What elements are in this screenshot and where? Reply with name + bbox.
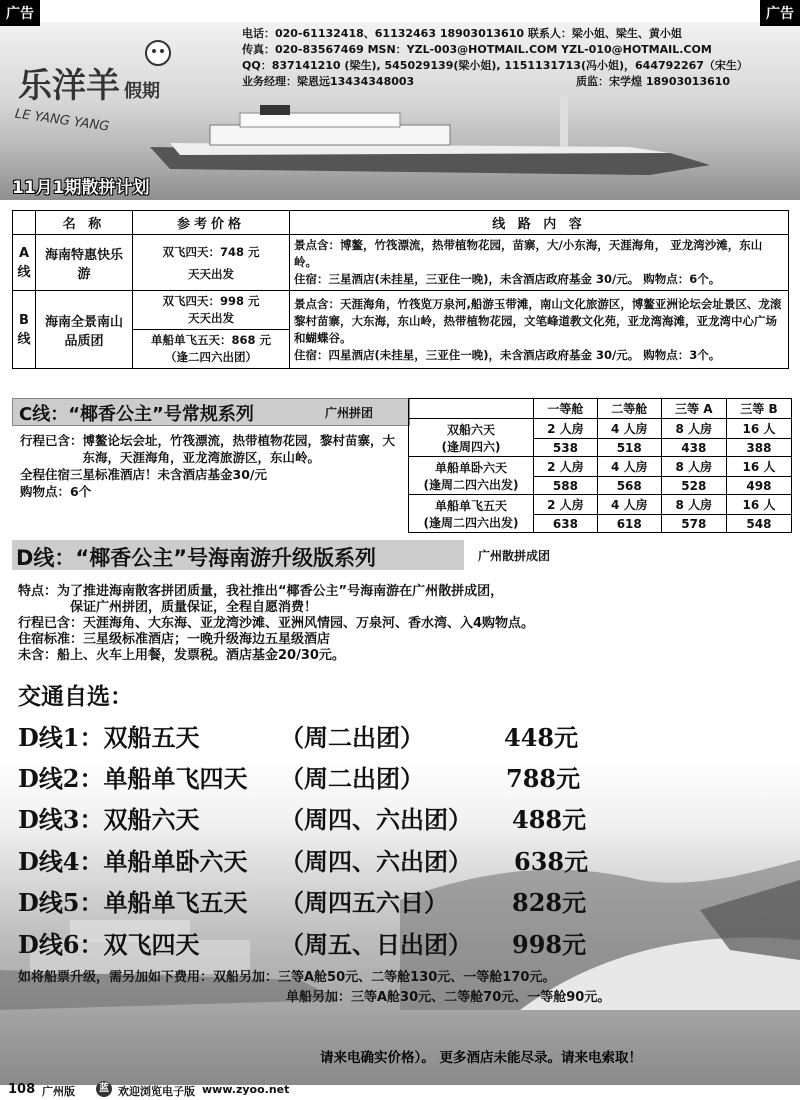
- row-label-note: (逢周四六): [441, 439, 501, 454]
- page-footer: [0, 1078, 800, 1100]
- line-code: A线: [13, 235, 36, 291]
- ad-tag-right: 广告: [760, 0, 800, 26]
- row-label-main: 单船单飞五天: [434, 498, 507, 513]
- room-cell: 8 人房: [661, 457, 726, 477]
- contact-phone: 电话：020-61132418、61132463 18903013610 联系人：梁小姐、梁生、黄小姐: [242, 27, 682, 40]
- route-price: 788元: [506, 764, 581, 793]
- room-cell: 2 人房: [534, 419, 598, 439]
- price-note: 天天出发: [188, 266, 234, 281]
- section-c-stay: 全程住宿三星标准酒店！未含酒店基金30/元: [20, 467, 267, 482]
- room-cell: 2 人房: [534, 495, 598, 515]
- room-cell: 2 人房: [534, 457, 598, 477]
- route-stay: 住宿：三星酒店(未挂星，三亚住一晚)，未含酒店政府基金 30/元。 购物点：6个。: [294, 272, 721, 286]
- edition-label: 广州版: [42, 1085, 75, 1098]
- route-price: 828元: [512, 888, 587, 917]
- header-code: [13, 211, 36, 235]
- section-d-subtitle: 广州散拼成团: [478, 549, 551, 563]
- table-row: [13, 235, 789, 291]
- row-label: [409, 457, 534, 495]
- line-name: 海南特惠快乐游: [36, 235, 133, 291]
- price-cell: 438: [661, 439, 726, 457]
- table-row: [409, 457, 792, 477]
- line-code: B线: [13, 291, 36, 369]
- price-cell: 618: [597, 515, 661, 533]
- route-price: 448元: [504, 723, 579, 752]
- feature-line-2: 保证广州拼团，质量保证，全程自愿消费！: [70, 600, 318, 615]
- quality-supervisor: 质监：宋学煌 18903013610: [576, 75, 731, 88]
- section-c-subtitle: 广州拼团: [325, 406, 374, 420]
- route-stay: 住宿：四星酒店(未挂星，三亚住一晚)，未含酒店政府基金 30/元。 购物点：3个。: [294, 347, 721, 362]
- price-cell: 578: [661, 515, 726, 533]
- page-number: 108: [8, 1082, 36, 1097]
- price-cell: 498: [726, 477, 791, 495]
- price-cell: 538: [534, 439, 598, 457]
- room-cell: 16 人: [726, 495, 791, 515]
- line-price: [133, 235, 290, 291]
- price-cell: 548: [726, 515, 791, 533]
- itinerary-text: 博鳌论坛会址，竹筏漂流，热带植物花园，黎村苗寨，大东海，天涯海角，亚龙湾旅游区，东山岭。: [82, 433, 396, 465]
- row-label-main: 单船单卧六天: [434, 460, 507, 475]
- itinerary-label: 行程已含：: [20, 433, 83, 448]
- plan-title: 11月1期散拼计划: [12, 178, 150, 198]
- cabin-price-table: [408, 398, 792, 533]
- route-name: D线3：双船六天: [18, 805, 200, 834]
- footer-slogan: 欢迎浏览电子版: [118, 1085, 195, 1098]
- section-c-title-bar: [12, 398, 410, 426]
- line-name: 海南全景南山品质团: [36, 291, 133, 369]
- price-cell: 518: [597, 439, 661, 457]
- row-label: [409, 419, 534, 457]
- route-days: （周二出团）: [280, 764, 424, 793]
- section-c-body: [20, 432, 400, 500]
- route-days: （周二出团）: [280, 723, 424, 752]
- feature-line-1: 特点：为了推进海南散客拼团质量，我社推出“椰香公主”号海南游在广州散拼成团，: [18, 584, 504, 599]
- route-table: [12, 210, 789, 369]
- section-d-stay: 住宿标准：三星级标准酒店；一晚升级海边五星级酒店: [18, 632, 331, 647]
- header-cell: 二等舱: [597, 399, 661, 419]
- price-cell: 568: [597, 477, 661, 495]
- contact-qq: QQ：837141210 (梁生), 545029139(梁小姐), 1151131713(冯小姐)，644792267（宋生）: [242, 59, 748, 72]
- price-main: 双飞四天：748 元: [162, 244, 260, 259]
- section-c-shopping: 购物点：6个: [20, 484, 92, 499]
- brand-logo: [8, 35, 208, 145]
- line-route: [290, 291, 789, 369]
- upgrade-fees: [18, 968, 610, 1008]
- table-row: [409, 419, 792, 439]
- svg-text:乐洋羊: 乐洋羊: [18, 66, 120, 106]
- route-price: 488元: [512, 805, 587, 834]
- price-table-header: [409, 399, 792, 419]
- contact-manager: [242, 74, 748, 90]
- section-d-body: [18, 584, 788, 664]
- row-label-note: (逢周二四六出发): [423, 477, 519, 492]
- contact-fax: 传真：020-83567469 MSN：YZL-003@HOTMAIL.COM YZL-010@HOTMAIL.COM: [242, 43, 712, 56]
- route-name: D线2：单船单飞四天: [18, 764, 248, 793]
- price-note: 天天出发: [188, 311, 234, 325]
- route-spots: 景点含：天涯海角，竹筏览万泉河,船游玉带滩，南山文化旅游区，博鳌亚洲论坛会址景区、龙滚黎村苗寨，大东海，东山岭，热带植物花园，文笔峰道教文化苑，亚龙湾海滩，亚龙湾中心广场和蝴蝶谷。: [294, 296, 782, 345]
- price-cell: 528: [661, 477, 726, 495]
- route-days: （周四、六出团）: [280, 805, 472, 834]
- section-d-itinerary: 行程已含：天涯海角、大东海、亚龙湾沙滩、亚洲风情园、万泉河、香水湾、入4购物点。: [18, 616, 535, 631]
- price-main: 单船单飞五天：868 元: [150, 333, 271, 347]
- closing-note: 请来电确实价格）。 更多酒店未能尽录。请来电索取！: [320, 1050, 642, 1066]
- header-cell: [409, 399, 534, 419]
- price-cell: 388: [726, 439, 791, 457]
- ship-photo: [150, 95, 710, 175]
- upgrade-line-1: 如将船票升级，需另加如下费用：双船另加：三等A舱50元、二等舱130元、一等舱170元。: [18, 970, 556, 985]
- route-days: （周四、六出团）: [280, 847, 472, 876]
- header-price: 参考价格: [133, 211, 290, 235]
- room-cell: 4 人房: [597, 495, 661, 515]
- price-main: 双飞四天：998 元: [162, 294, 260, 308]
- header-name: 名 称: [36, 211, 133, 235]
- row-label-main: 双船六天: [446, 422, 495, 437]
- price-cell: 588: [534, 477, 598, 495]
- line-price: [133, 291, 290, 330]
- route-days: （周四五六日）: [280, 888, 448, 917]
- line-price: [133, 330, 290, 369]
- room-cell: 16 人: [726, 457, 791, 477]
- table-row: [409, 495, 792, 515]
- route-spots: 景点含：博鳌，竹筏漂流，热带植物花园，苗寨，大/小东海，天涯海角， 亚龙湾沙滩，东山岭。: [294, 238, 763, 269]
- edition-badge: 蓝: [96, 1081, 112, 1097]
- traffic-title: 交通自选：: [18, 683, 133, 710]
- table-row: [13, 291, 789, 330]
- route-price: 998元: [512, 930, 587, 959]
- business-manager: 业务经理：梁恩远13434348003: [242, 75, 415, 88]
- section-d-title-bar: [12, 540, 464, 570]
- upgrade-line-2: 单船另加：三等A舱30元、二等舱70元、一等舱90元。: [286, 990, 611, 1005]
- line-route: [290, 235, 789, 291]
- contact-info: [242, 26, 748, 90]
- room-cell: 4 人房: [597, 457, 661, 477]
- row-label-note: (逢周二四六出发): [423, 515, 519, 530]
- section-d-title: D线：“椰香公主”号海南游升级版系列: [16, 546, 377, 570]
- room-cell: 8 人房: [661, 495, 726, 515]
- section-d-excluded: 未含：船上、火车上用餐，发票税。酒店基金20/30元。: [18, 648, 345, 663]
- route-days: （周五、日出团）: [280, 930, 472, 959]
- header-cell: 三等 B: [726, 399, 791, 419]
- route-name: D线1：双船五天: [18, 723, 200, 752]
- svg-text:假期: 假期: [124, 81, 160, 102]
- route-table-header: [13, 211, 789, 235]
- route-name: D线5：单船单飞五天: [18, 888, 248, 917]
- footer-url[interactable]: www.zyoo.net: [202, 1083, 290, 1096]
- route-name: D线4：单船单卧六天: [18, 847, 248, 876]
- header-route: 线 路 内 容: [290, 211, 789, 235]
- price-note: （逢二四六出团）: [165, 350, 257, 364]
- route-name: D线6：双飞四天: [18, 930, 200, 959]
- header-cell: 一等舱: [534, 399, 598, 419]
- row-label: [409, 495, 534, 533]
- price-cell: 638: [534, 515, 598, 533]
- header-cell: 三等 A: [661, 399, 726, 419]
- room-cell: 16 人: [726, 419, 791, 439]
- route-price: 638元: [514, 847, 589, 876]
- room-cell: 8 人房: [661, 419, 726, 439]
- svg-text:LE YANG YANG: LE YANG YANG: [13, 106, 111, 135]
- section-c-title: C线：“椰香公主”号常规系列: [19, 404, 254, 425]
- section-c-itinerary: [20, 432, 400, 466]
- room-cell: 4 人房: [597, 419, 661, 439]
- ad-tag-left: 广告: [0, 0, 40, 26]
